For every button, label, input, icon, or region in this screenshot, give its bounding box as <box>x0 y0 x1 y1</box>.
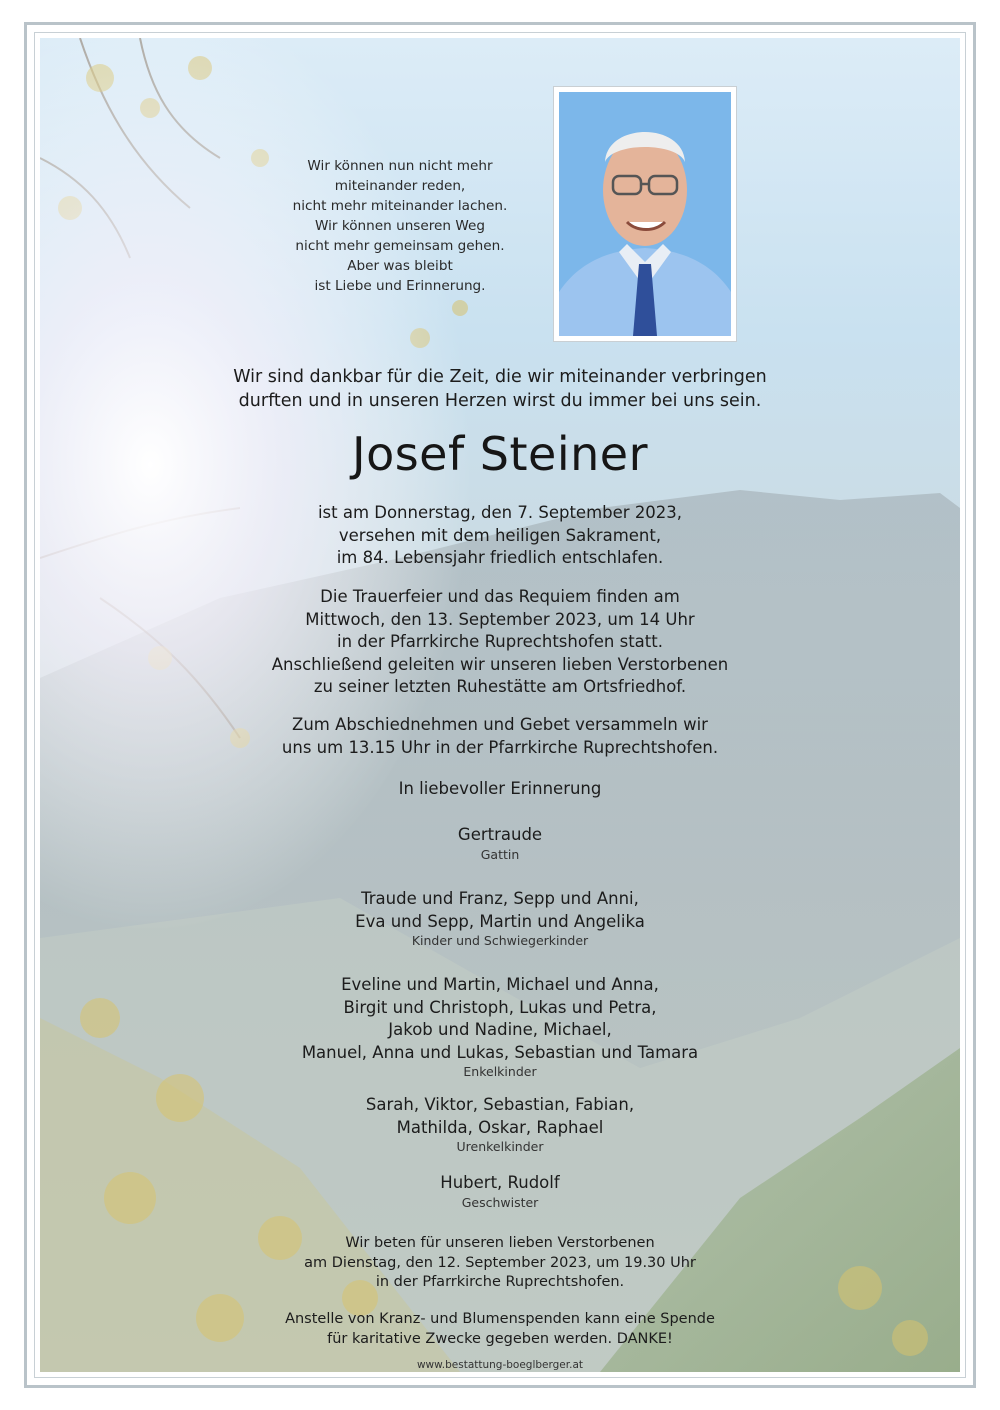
quote-line: Wir können nun nicht mehr <box>307 158 493 174</box>
farewell-line: Zum Abschiednehmen und Gebet versammeln wir <box>292 715 708 734</box>
quote-line: nicht mehr miteinander lachen. <box>292 198 508 214</box>
family-names: Traude und Franz, Sepp und Anni, <box>361 889 639 908</box>
funeral-line: Anschließend geleiten wir unseren lieben Verstorbenen <box>271 654 729 674</box>
family-role: Urenkelkinder <box>456 1139 544 1154</box>
prayer-line: Wir beten für unseren lieben Verstorbenen <box>345 1235 655 1251</box>
portrait-frame <box>553 86 737 342</box>
death-notice <box>40 502 960 570</box>
family-names: Gertraude <box>457 825 543 844</box>
family-names: Manuel, Anna und Lukas, Sebastian und Tamara <box>301 1042 699 1062</box>
quote-line: miteinander reden, <box>334 178 466 194</box>
family-names: Eva und Sepp, Martin und Angelika <box>355 911 645 931</box>
thanks-statement <box>40 365 960 413</box>
family-group-grandchildren <box>40 974 960 1080</box>
family-role: Enkelkinder <box>463 1064 537 1079</box>
quote-line: Aber was bleibt <box>347 258 453 274</box>
family-group-great-grandchildren <box>40 1094 960 1155</box>
death-notice-line: versehen mit dem heiligen Sakrament, <box>338 525 662 545</box>
farewell-details <box>40 714 960 759</box>
funeral-home-website: www.bestattung-boeglberger.at <box>416 1359 584 1371</box>
thanks-line: Wir sind dankbar für die Zeit, die wir miteinander verbringen <box>233 367 767 387</box>
quote-line: nicht mehr gemeinsam gehen. <box>295 238 505 254</box>
family-role: Geschwister <box>461 1194 539 1210</box>
family-role: Kinder und Schwiegerkinder <box>411 933 589 948</box>
family-names: Jakob und Nadine, Michael, <box>388 1020 612 1039</box>
family-names: Mathilda, Oskar, Raphael <box>396 1117 604 1137</box>
donation-line: Anstelle von Kranz- und Blumenspenden kann eine Spende <box>285 1311 715 1327</box>
funeral-line: zu seiner letzten Ruhestätte am Ortsfriedhof. <box>313 677 687 696</box>
funeral-line: Mittwoch, den 13. September 2023, um 14 Uhr <box>305 609 695 629</box>
family-role: Gattin <box>480 846 520 862</box>
portrait-illustration <box>559 92 731 336</box>
family-names: Hubert, Rudolf <box>440 1173 560 1192</box>
family-names: Eveline und Martin, Michael und Anna, <box>341 975 659 994</box>
family-names: Sarah, Viktor, Sebastian, Fabian, <box>365 1095 635 1114</box>
funeral-line: Die Trauerfeier und das Requiem finden am <box>320 587 680 606</box>
thanks-line: durften und in unseren Herzen wirst du immer bei uns sein. <box>238 391 762 411</box>
funeral-details <box>40 586 960 699</box>
quote-line: ist Liebe und Erinnerung. <box>314 278 486 294</box>
family-group-spouse <box>40 824 960 863</box>
funeral-line: in der Pfarrkirche Ruprechtshofen statt. <box>337 632 663 651</box>
quote-line: Wir können unseren Weg <box>315 218 485 234</box>
death-notice-line: ist am Donnerstag, den 7. September 2023, <box>317 503 683 522</box>
portrait-photo <box>559 92 731 336</box>
memorial-quote <box>240 156 560 296</box>
deceased-name: Josef Steiner <box>352 427 648 481</box>
donation-note <box>40 1310 960 1349</box>
donation-line: für karitative Zwecke gegeben werden. DANKE! <box>327 1330 673 1347</box>
prayer-line: in der Pfarrkirche Ruprechtshofen. <box>375 1274 625 1290</box>
farewell-line: uns um 13.15 Uhr in der Pfarrkirche Ruprechtshofen. <box>281 737 719 757</box>
prayer-line: am Dienstag, den 12. September 2023, um 19.30 Uhr <box>304 1254 696 1271</box>
obituary-content <box>40 38 960 1372</box>
family-group-children <box>40 888 960 949</box>
family-group-siblings <box>40 1172 960 1211</box>
death-notice-line: im 84. Lebensjahr friedlich entschlafen. <box>336 548 664 567</box>
memory-heading: In liebevoller Erinnerung <box>398 779 602 798</box>
prayer-details <box>40 1234 960 1293</box>
family-names: Birgit und Christoph, Lukas und Petra, <box>343 997 657 1017</box>
